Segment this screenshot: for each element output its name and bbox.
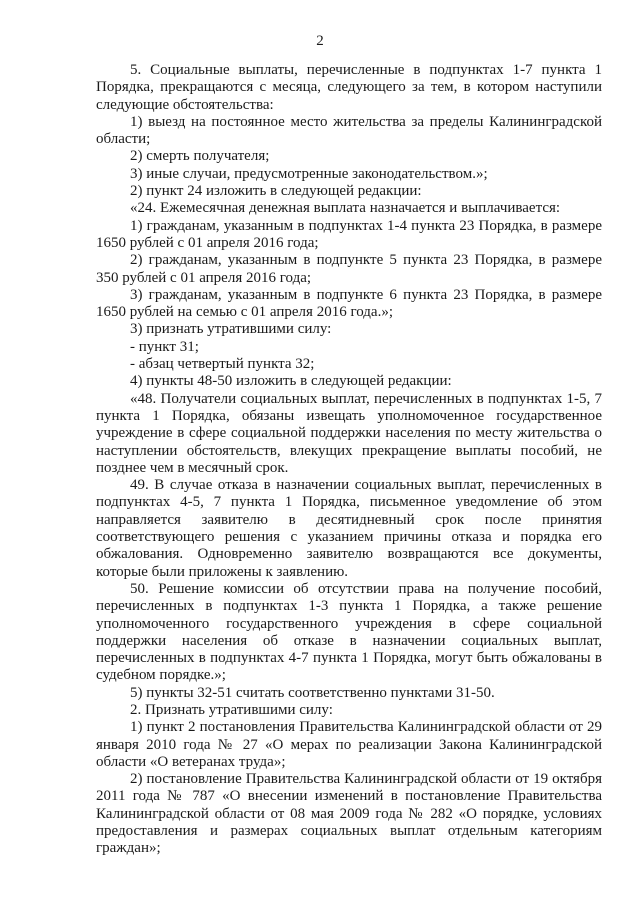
paragraph-repeal-resolution-787: 2) постановление Правительства Калининградской области от 19 октября 2011 года № 787 «О внесении изменений в постановление Правительства Калининградской области от 08 мая 2009 года № 282 «О порядке, условиях предоставления и размерах социальных выплат отдельным категориям граждан»;: [96, 771, 602, 857]
paragraph-item-24-subclause-3: 3) гражданам, указанным в подпункте 6 пункта 23 Порядка, в размере 1650 рублей на семью с 01 апреля 2016 года.»;: [96, 286, 602, 321]
paragraph-amend-item-24: 2) пункт 24 изложить в следующей редакции:: [130, 183, 422, 200]
paragraph-item-24-subclause-1: 1) гражданам, указанным в подпунктах 1-4 пункта 23 Порядка, в размере 1650 рублей с 01 апреля 2016 года;: [96, 217, 602, 251]
paragraph-clause-5: 5. Социальные выплаты, перечисленные в подпунктах 1-7 пункта 1 Порядка, прекращаются с месяца, следующего за тем, в котором наступили следующие обстоятельства:: [96, 62, 602, 113]
page-number: 2: [316, 33, 324, 49]
paragraph-renumber: 5) пункты 32-51 считать соответственно пунктами 31-50.: [130, 684, 495, 701]
paragraph-subclause-2-death: 2) смерть получателя;: [130, 148, 270, 165]
paragraph-item-24-subclause-2: 2) гражданам, указанным в подпункте 5 пункта 23 Порядка, в размере 350 рублей с 01 апреля 2016 года;: [96, 252, 602, 286]
paragraph-repeal-intro: 3) признать утратившими силу:: [130, 321, 332, 338]
paragraph-item-49: 49. В случае отказа в назначении социальных выплат, перечисленных в подпунктах 4-5, 7 пункта 1 Порядка, письменное уведомление об этом направляется заявителю в десятидневный срок после принятия соответствующего решения с указанием причины отказа и порядка его обжалования. Одновременно заявителю возвращаются все документы, которые были приложены к заявлению.: [96, 477, 602, 580]
document-body: [96, 62, 602, 858]
paragraph-subclause-1-departure: 1) выезд на постоянное место жительства за пределы Калининградской области;: [96, 113, 602, 148]
paragraph-item-24: «24. Ежемесячная денежная выплата назначается и выплачивается:: [130, 200, 561, 217]
paragraph-item-48: «48. Получатели социальных выплат, перечисленных в подпунктах 1-5, 7 пункта 1 Порядка, обязаны извещать уполномоченное государственное учреждение в сфере социальной поддержки населения по месту жительства о наступлении обстоятельств, влекущих прекращение выплаты пособий, не позднее чем в месячный срок.: [96, 390, 602, 476]
paragraph-repeal-resolution-27: 1) пункт 2 постановления Правительства Калининградской области от 29 января 2010 года № 27 «О мерах по реализации Закона Калининградской области «О ветеранах труда»;: [96, 719, 602, 770]
paragraph-repeal-section-2: 2. Признать утратившими силу:: [130, 701, 333, 718]
paragraph-repeal-item-32: - абзац четвертый пункта 32;: [130, 356, 315, 373]
paragraph-subclause-3-other: 3) иные случаи, предусмотренные законодательством.»;: [130, 165, 488, 182]
paragraph-item-50: 50. Решение комиссии об отсутствии права на получение пособий, перечисленных в подпунктах 1-3 пункта 1 Порядка, а также решение уполномоченного государственного учреждения в сфере социальной поддержки населения об отказе в назначении социальных выплат, перечисленных в подпунктах 4-7 пункта 1 Порядка, могут быть обжалованы в судебном порядке.»;: [96, 580, 602, 684]
paragraph-repeal-item-31: - пункт 31;: [130, 338, 199, 355]
paragraph-amend-items-48-50: 4) пункты 48-50 изложить в следующей редакции:: [130, 373, 452, 390]
